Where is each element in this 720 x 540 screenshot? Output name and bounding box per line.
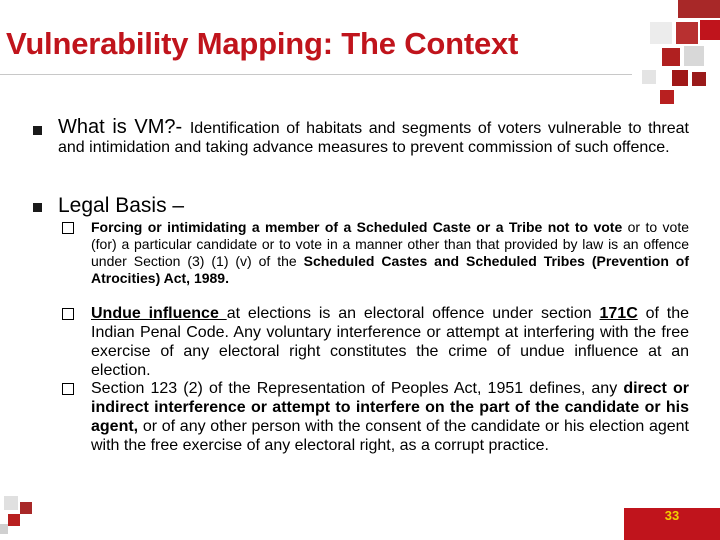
bullet-marker xyxy=(33,126,42,135)
sub-bullet-forcing: Forcing or intimidating a member of a Scheduled Caste or a Tribe not to vote or to vote (for) a particular candidate or to vote in a manner other than that provided by law is an offence under Section (3) (1) (v) of the Scheduled Castes and Scheduled Tribes (Prevention of Atrocities) Act, 1989. xyxy=(62,219,689,287)
bullet-marker xyxy=(33,203,42,212)
page-number: 33 xyxy=(624,508,720,540)
checkbox-bullet-icon xyxy=(62,308,74,320)
bullet-what-is-vm xyxy=(58,118,689,157)
sub-bullet-section-123: Section 123 (2) of the Representation of Peoples Act, 1951 defines, any direct or indirect interference or attempt to interfere on the part of the candidate or his agent, or of any other person with the consent of the candidate or his election agent with the free exercise of any electoral right, as a corrupt practice. xyxy=(62,379,689,455)
checkbox-bullet-icon xyxy=(62,222,74,234)
slide-title: Vulnerability Mapping: The Context xyxy=(6,26,519,61)
sub-bullet-undue-influence: Undue influence at elections is an electoral offence under section 171C of the Indian Penal Code. Any voluntary interference or attempt at interfering with the free exercise of any electoral right constitutes the crime of undue influence at an election. xyxy=(62,304,689,380)
bullet-legal-basis: Legal Basis – xyxy=(58,194,185,217)
bullet-lead: What is VM?- xyxy=(58,116,190,138)
checkbox-bullet-icon xyxy=(62,383,74,395)
bullet-text: Identification of habitats and segments of voters vulnerable to threat and intimidation and taking advance measures to prevent commission of such offence. xyxy=(58,120,689,156)
